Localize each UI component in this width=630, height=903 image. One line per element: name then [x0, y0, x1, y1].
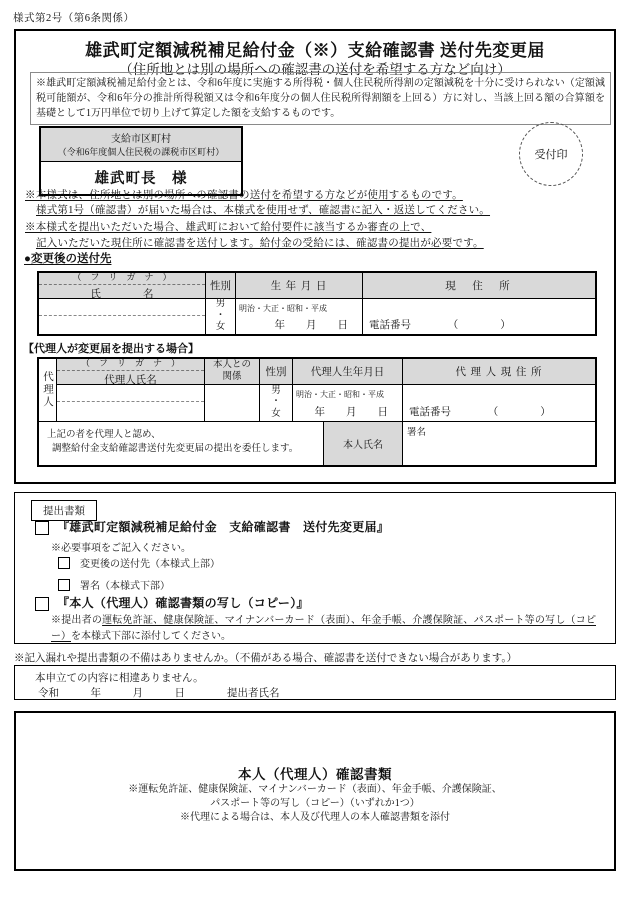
agent-sex-option-male: 男 [271, 385, 281, 396]
sex-header: 性別 [210, 281, 231, 292]
agent-sex-header-cell [260, 359, 293, 384]
checkbox-item1[interactable] [35, 521, 49, 535]
addressee-box [39, 126, 243, 196]
usage-note-2: 様式第1号（確認書）が届いた場合は、本様式を使用せず、確認書に記入・返送してください。 [36, 205, 491, 216]
addressee-header [41, 128, 241, 162]
delegation-row [39, 422, 595, 465]
addressee-name: 雄武町長 様 [94, 171, 188, 187]
principal-name-label-cell [324, 422, 403, 465]
sex-option-female: 女 [215, 322, 226, 333]
address-input-cell [363, 299, 595, 334]
addressee-label-line2: （令和6年度個人住民税の課税市区町村） [57, 147, 225, 157]
agent-birth-header: 代理人生年月日 [310, 367, 385, 378]
signature-label: 署名 [407, 428, 427, 438]
sex-option-dot: ・ [215, 310, 226, 321]
birth-input-cell [236, 299, 363, 334]
agent-table-header [57, 359, 595, 385]
agent-era-options: 明治・大正・昭和・平成 [296, 390, 384, 399]
agent-address-header: 代 理 人 現 住 所 [455, 367, 543, 378]
agent-sex-input-cell [260, 385, 293, 421]
agent-name-input-cell [57, 385, 205, 421]
sex-header-cell [206, 273, 236, 298]
furigana-rule-line [39, 315, 205, 316]
document-item2-note [51, 613, 596, 644]
receipt-stamp-label: 受付印 [534, 149, 568, 161]
agent-name-header-cell [57, 359, 205, 384]
signature-cell [403, 422, 595, 465]
attachment-box [14, 711, 616, 871]
form-subtitle: （住所地とは別の場所への確認書の送付を希望する方など向け） [119, 62, 511, 77]
document-item1-note: ※必要事項をご記入ください。 [51, 543, 191, 554]
address-header: 現 住 所 [445, 281, 513, 292]
agent-sex-option-dot: ・ [271, 397, 281, 408]
declaration-date-line: 令和 年 月 日 提出者氏名 [38, 688, 280, 699]
agent-sex-option-female: 女 [271, 408, 281, 419]
benefit-description: ※雄武町定額減税補足給付金とは、令和6年度に実施する所得税・個人住民税所得割の定額減税を十分に受けられない（定額減税可能額が、令和6年分の推計所得税額又は令和6年度分の個人住民税所得割額を上回る）方に対し、当該上回る額の合算額を基礎として1万円単位で切り上げて算定した額を支給するものです。 [30, 72, 611, 125]
sex-input-cell [206, 299, 236, 334]
agent-address-header-cell [403, 359, 595, 384]
agent-phone-label: 電話番号 （ ） [409, 407, 551, 418]
relation-header-line1: 本人との [212, 359, 251, 370]
agent-vertical-label: 代理人 [42, 371, 53, 409]
relation-header-cell [205, 359, 260, 384]
document-item2-note-prefix: ※提出者の [51, 615, 103, 626]
furigana-header: （ フ リ ガ ナ ） [39, 269, 205, 285]
attachment-note-3: ※代理による場合は、本人及び代理人の本人確認書類を添付 [180, 812, 450, 824]
document-item2-note-rest: を本様式下部に添付してください。 [71, 630, 231, 642]
agent-furigana-rule-line [57, 401, 204, 402]
birth-header-cell [236, 273, 363, 298]
document-item-2 [35, 597, 309, 611]
checkbox-item1-sub2[interactable] [58, 579, 70, 591]
delegation-line1: 上記の者を代理人と認め、 [47, 430, 161, 440]
destination-table-row [39, 299, 595, 334]
completeness-warning: ※記入漏れや提出書類の不備はありませんか。（不備がある場合、確認書を送付できない場合があります。） [14, 653, 518, 664]
document-item1-sub2 [58, 577, 170, 592]
delegation-statement-cell [39, 422, 324, 465]
checkbox-item2[interactable] [35, 597, 49, 611]
documents-box-label: 提出書類 [31, 500, 97, 521]
form-number: 様式第2号（第6条関係） [13, 13, 135, 24]
agent-table [37, 357, 597, 467]
agent-furigana-header: （ フ リ ガ ナ ） [57, 355, 204, 371]
document-item1-sub1 [58, 555, 220, 570]
attachment-note-1: ※運転免許証、健康保険証、マイナンバーカード（表面）、年金手帳、介護保険証、 [128, 784, 502, 795]
relation-header-line2: 関係 [222, 371, 242, 382]
agent-name-header: 代理人氏名 [104, 375, 157, 386]
main-form-box [14, 29, 616, 484]
agent-address-input-cell [403, 385, 595, 421]
declaration-statement: 本申立ての内容に相違ありません。 [35, 673, 204, 684]
relation-input-cell [205, 385, 260, 421]
era-options: 明治・大正・昭和・平成 [239, 304, 327, 313]
usage-note-1: ※本様式は、住所地とは別の場所への確認書の送付を希望する方などが使用するものです。 [25, 190, 463, 201]
document-item1-title: 『雄武町定額減税補足給付金 支給確認書 送付先変更届』 [57, 520, 390, 534]
phone-label: 電話番号 （ ） [369, 320, 511, 331]
agent-table-upper [39, 359, 595, 422]
addressee-label-line1: 支給市区町村 [111, 134, 171, 145]
agent-birth-input-cell [293, 385, 403, 421]
agent-table-row [57, 385, 595, 421]
usage-note-3: ※本様式を提出いただいた場合、雄武町において給付要件に該当するか審査の上で、 [25, 222, 432, 233]
principal-name-label: 本人氏名 [343, 440, 383, 451]
name-header-cell [39, 273, 206, 298]
documents-box [14, 492, 616, 644]
destination-table [37, 271, 597, 336]
usage-note-4: 記入いただいた現住所に確認書を送付します。給付金の受給には、確認書の提出が必要です。 [36, 238, 484, 249]
document-item-1 [35, 521, 389, 535]
attachment-content [16, 763, 614, 826]
name-input-cell [39, 299, 206, 334]
agent-section-heading: 【代理人が変更届を提出する場合】 [23, 343, 199, 355]
receipt-stamp-circle [519, 122, 583, 186]
document-item1-sub1-label: 変更後の送付先（本様式上部） [80, 559, 220, 570]
attachment-note-2: パスポート等の写し（コピー）（いずれか1つ） [210, 798, 420, 810]
agent-sex-header: 性別 [265, 367, 287, 378]
document-item1-sub2-label: 署名（本様式下部） [80, 581, 170, 592]
declaration-box [14, 665, 616, 700]
address-header-cell [363, 273, 595, 298]
delegation-line2: 調整給付金支給確認書送付先変更届の提出を委任します。 [52, 443, 299, 454]
document-item2-title: 『本人（代理人）確認書類の写し（コピー）』 [57, 596, 309, 610]
name-header: 氏 名 [90, 289, 154, 300]
attachment-title: 本人（代理人）確認書類 [238, 767, 392, 782]
destination-section-heading: ●変更後の送付先 [24, 253, 112, 265]
destination-table-header [39, 273, 595, 299]
ymd-labels: 年 月 日 [274, 320, 348, 331]
agent-vertical-label-cell [39, 359, 57, 421]
form-title: 雄武町定額減税補足給付金（※）支給確認書 送付先変更届 [85, 41, 545, 60]
agent-ymd-labels: 年 月 日 [314, 407, 388, 418]
birth-header: 生 年 月 日 [270, 281, 328, 292]
sex-option-male: 男 [215, 299, 226, 310]
agent-birth-header-cell [293, 359, 403, 384]
checkbox-item1-sub1[interactable] [58, 557, 70, 569]
document-item2-note-underlined: 運転免許証、健康保険証、マイナンバーカード（表面）、年金手帳、介護保険証、パスポート等の写し（コピー） [51, 615, 596, 642]
